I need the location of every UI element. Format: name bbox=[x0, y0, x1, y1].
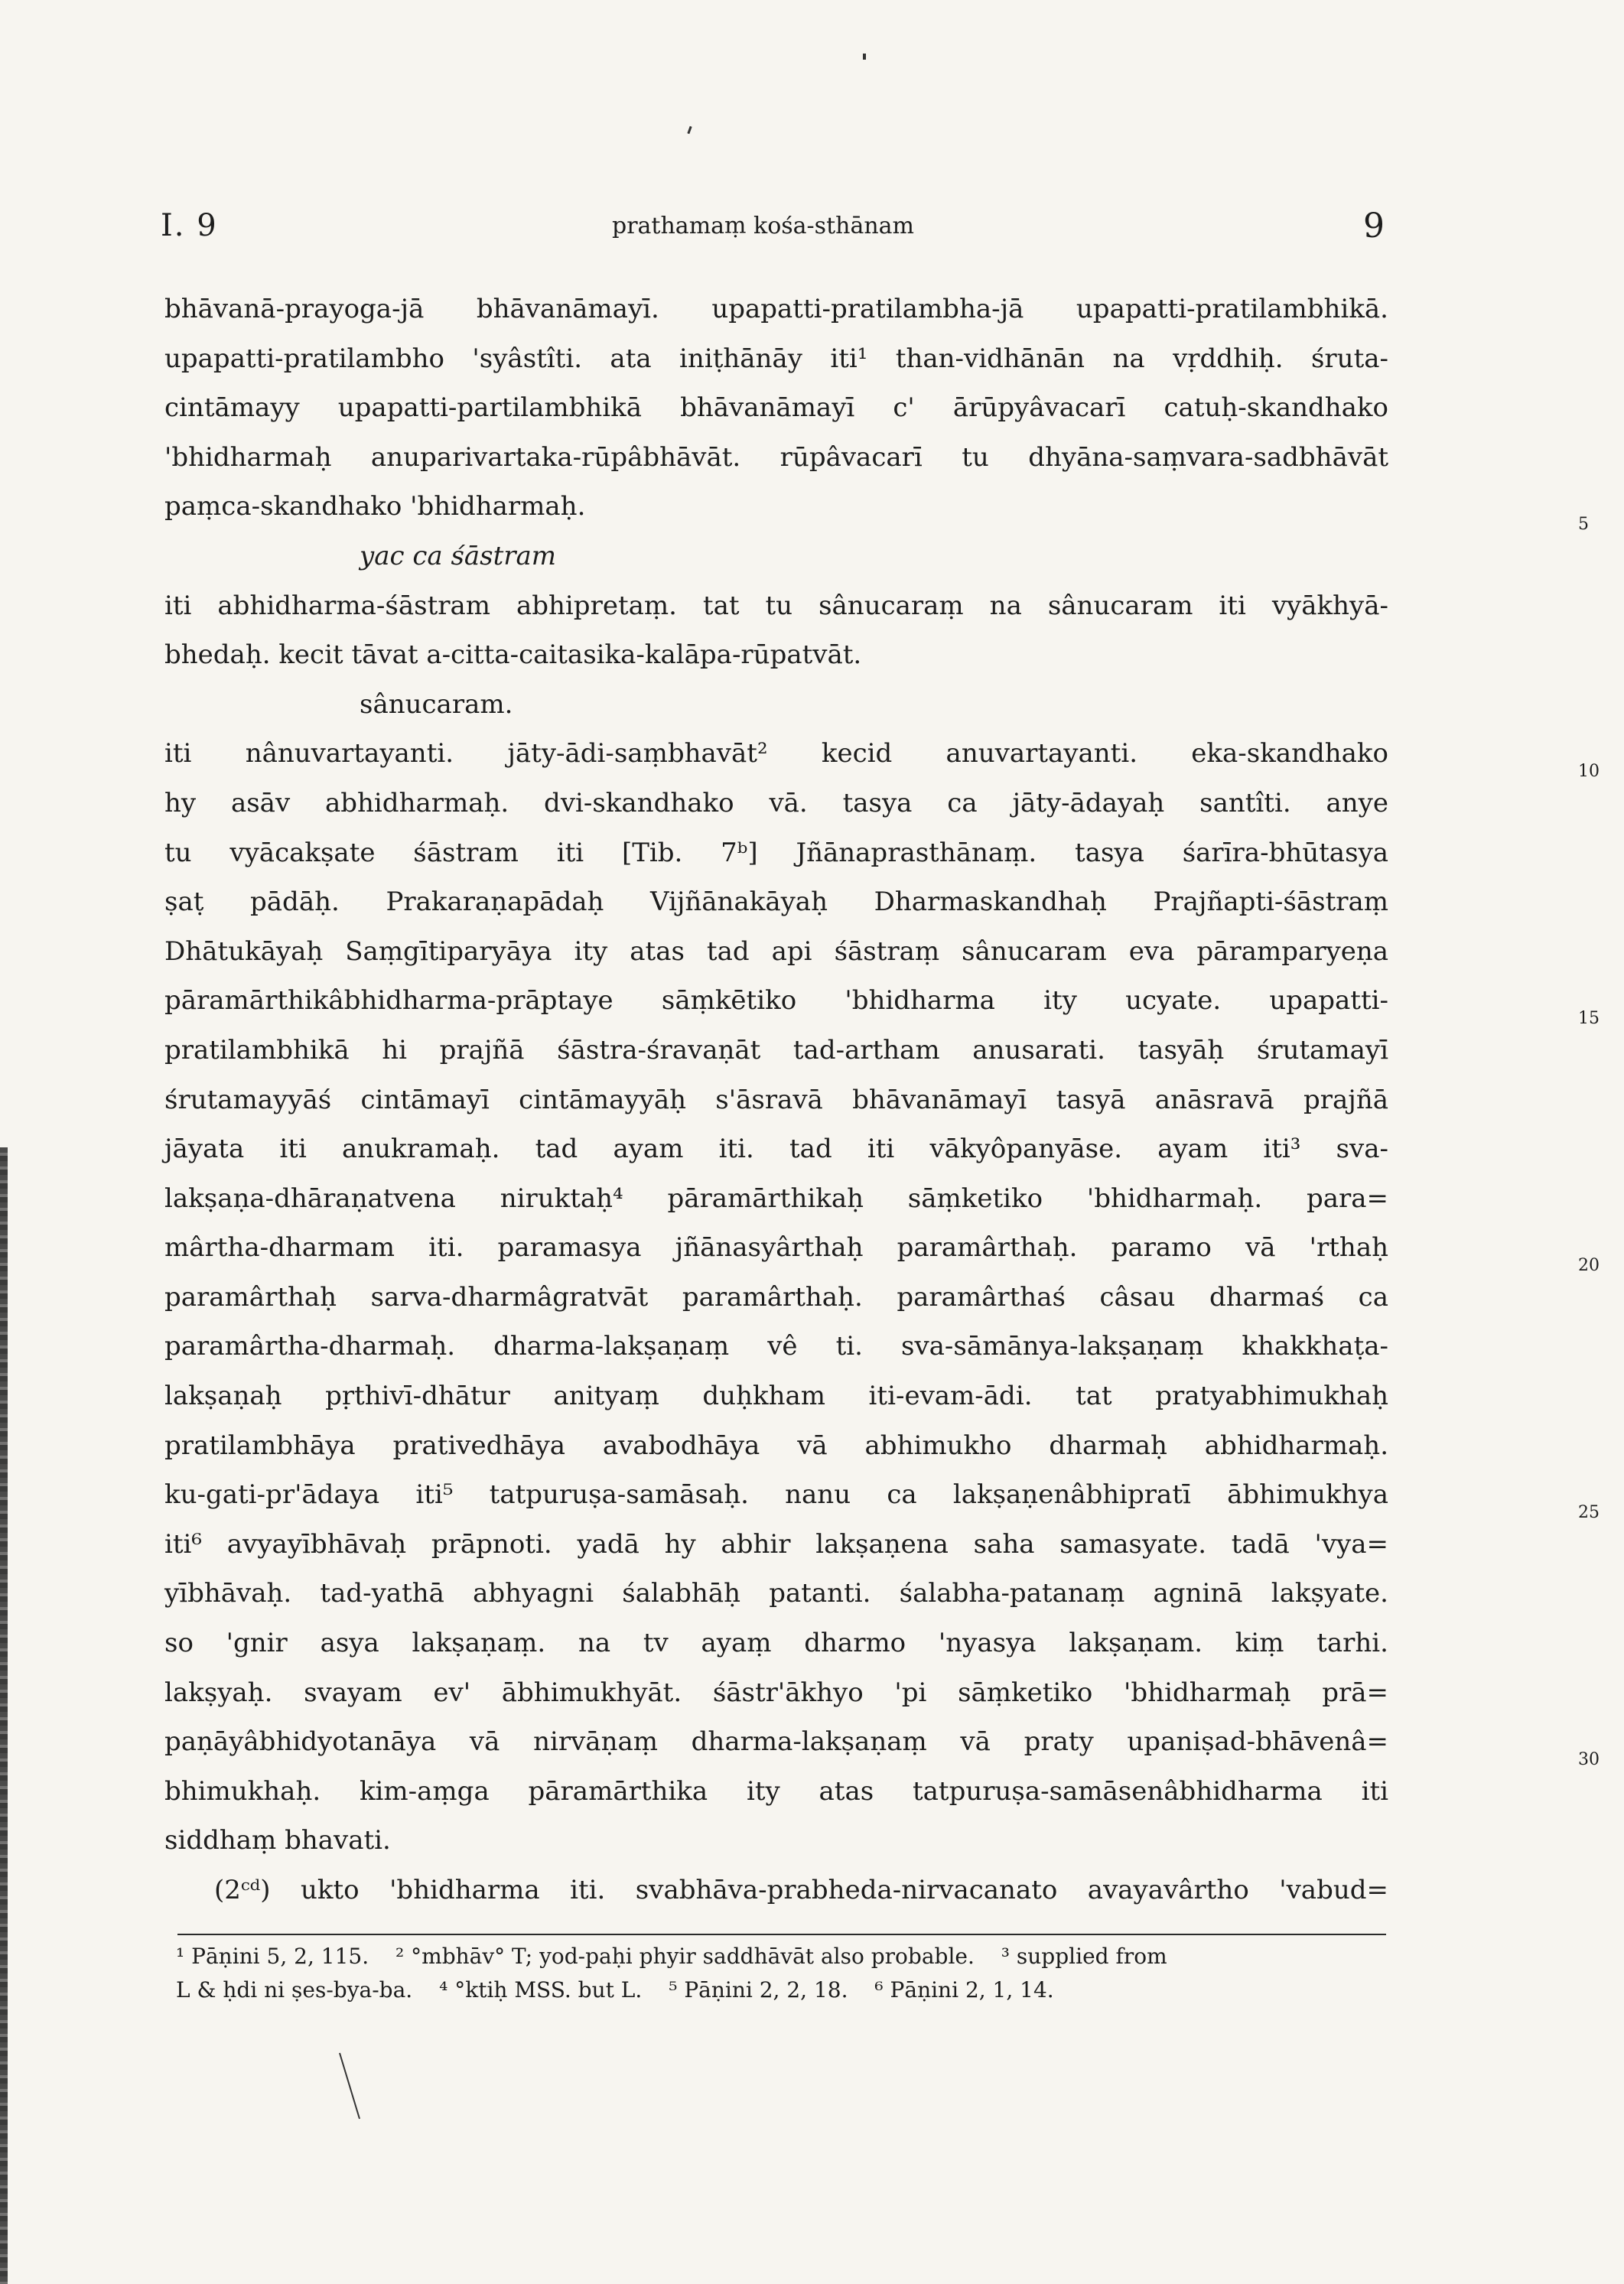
text-line: siddhaṃ bhavati. bbox=[164, 1825, 391, 1856]
footnotes bbox=[176, 1940, 1392, 2007]
text-line: mârtha-dharmam iti. paramasya jñānasyârthaḥ paramârthaḥ. paramo vā 'rthaḥ bbox=[164, 1232, 1388, 1264]
line-number: 20 bbox=[1578, 1256, 1600, 1275]
text-line: so 'gnir asya lakṣaṇaṃ. na tv ayaṃ dharmo 'nyasya lakṣaṇam. kiṃ tarhi. bbox=[164, 1628, 1388, 1659]
text-line: cintāmayy upapatti-partilambhikā bhāvanāmayī c' ārūpyâvacarī catuḥ-skandhako bbox=[164, 392, 1388, 424]
text-line: hy asāv abhidharmaḥ. dvi-skandhako vā. tasya ca jāty-ādayaḥ santîti. anye bbox=[164, 787, 1388, 818]
text-line: pāramārthikâbhidharma-prāptaye sāṃkētiko 'bhidharma ity ucyate. upapatti- bbox=[164, 985, 1388, 1017]
line-number: 30 bbox=[1578, 1750, 1600, 1769]
text-line: upapatti-pratilambho 'syâstîti. ata iniṭhānāy iti¹ than-vidhānān na vṛddhiḥ. śruta- bbox=[164, 343, 1388, 374]
text-line: paramârthaḥ sarva-dharmâgratvāt paramârthaḥ. paramârthaś câsau dharmaś ca bbox=[164, 1281, 1388, 1313]
section-number: I. 9 bbox=[161, 208, 218, 243]
text-line: lakṣyaḥ. svayam ev' ābhimukhyāt. śāstr'ākhyo 'pi sāṃketiko 'bhidharmaḥ prā= bbox=[164, 1677, 1388, 1708]
text-line: Dhātukāyaḥ Saṃgītiparyāya ity atas tad api śāstraṃ sânucaram eva pāramparyeṇa bbox=[164, 935, 1388, 967]
line-number: 15 bbox=[1578, 1009, 1600, 1028]
scan-speck bbox=[687, 126, 692, 134]
scan-speck bbox=[863, 54, 866, 60]
text-line: iti⁶ avyayībhāvaḥ prāpnoti. yadā hy abhir lakṣaṇena saha samasyate. tadā 'vya= bbox=[164, 1528, 1388, 1560]
text-line: śrutamayyāś cintāmayī cintāmayyāḥ s'āsravā bhāvanāmayī tasyā anāsravā prajñā bbox=[164, 1084, 1388, 1115]
footnote: L & ḥdi ni ṣes-bya-ba. bbox=[176, 1977, 413, 2003]
verse-line: sânucaram. bbox=[360, 688, 513, 720]
line-number: 25 bbox=[1578, 1503, 1600, 1522]
text-line: lakṣaṇa-dhāraṇatvena niruktaḥ⁴ pāramārthikaḥ sāṃketiko 'bhidharmaḥ. para= bbox=[164, 1183, 1388, 1214]
footnote-line bbox=[176, 1940, 1392, 1973]
binding-edge bbox=[0, 1147, 8, 2284]
text-line: tu vyācakṣate śāstram iti [Tib. 7ᵇ] Jñānaprasthānaṃ. tasya śarīra-bhūtasya bbox=[164, 837, 1388, 868]
text-line: bhāvanā-prayoga-jā bhāvanāmayī. upapatti-pratilambha-jā upapatti-pratilambhikā. bbox=[164, 294, 1388, 324]
footnote: ⁴ °ktiḥ MSS. but L. bbox=[439, 1977, 643, 2003]
footnote: ¹ Pāṇini 5, 2, 115. bbox=[176, 1944, 369, 1969]
text-line: ku-gati-pr'ādaya iti⁵ tatpuruṣa-samāsaḥ. nanu ca lakṣaṇenâbhipratī ābhimukhya bbox=[164, 1479, 1388, 1511]
line-number: 10 bbox=[1578, 762, 1600, 781]
text-line: bhedaḥ. kecit tāvat a-citta-caitasika-kalāpa-rūpatvāt. bbox=[164, 639, 862, 671]
text-line: ṣaṭ pādāḥ. Prakaraṇapādaḥ Vijñānakāyaḥ Dharmaskandhaḥ Prajñapti-śāstraṃ bbox=[164, 887, 1388, 918]
text-line: jāyata iti anukramaḥ. tad ayam iti. tad iti vākyôpanyāse. ayam iti³ sva- bbox=[164, 1134, 1388, 1165]
text-line: paramârtha-dharmaḥ. dharma-lakṣaṇaṃ vê ti. sva-sāmānya-lakṣaṇaṃ khakkhaṭa- bbox=[164, 1331, 1388, 1362]
line-number: 5 bbox=[1578, 515, 1589, 534]
text-line: yībhāvaḥ. tad-yathā abhyagni śalabhāḥ patanti. śalabha-patanaṃ agninā lakṣyate. bbox=[164, 1578, 1388, 1609]
text-line: (2ᶜᵈ) ukto 'bhidharma iti. svabhāva-prabheda-nirvacanato avayavârtho 'vabud= bbox=[214, 1875, 1388, 1905]
text-line: pratilambhikā hi prajñā śāstra-śravaṇāt tad-artham anusarati. tasyāḥ śrutamayī bbox=[164, 1034, 1388, 1066]
verse-line: yac ca śāstram bbox=[360, 540, 557, 571]
text-line: bhimukhaḥ. kim-aṃga pāramārthika ity atas tatpuruṣa-samāsenâbhidharma iti bbox=[164, 1775, 1388, 1807]
footnote: ² °mbhāv° T; yod-paḥi phyir saddhāvāt also probable. bbox=[395, 1944, 975, 1969]
text-line: lakṣaṇaḥ pṛthivī-dhātur anityaṃ duḥkham iti-evam-ādi. tat pratyabhimukhaḥ bbox=[164, 1381, 1388, 1412]
running-title: prathamaṃ kośa-sthānam bbox=[612, 213, 914, 239]
footnote: ⁶ Pāṇini 2, 1, 14. bbox=[874, 1977, 1054, 2003]
page-number: 9 bbox=[1363, 207, 1385, 246]
main-text bbox=[164, 285, 1600, 1915]
pencil-stroke bbox=[337, 2050, 367, 2126]
text-line: iti abhidharma-śāstram abhipretaṃ. tat tu sânucaraṃ na sânucaram iti vyākhyā- bbox=[164, 590, 1388, 621]
text-line: pratilambhāya prativedhāya avabodhāya vā abhimukho dharmaḥ abhidharmaḥ. bbox=[164, 1430, 1388, 1461]
text-line: paṃca-skandhako 'bhidharmaḥ. bbox=[164, 491, 586, 522]
text-line: 'bhidharmaḥ anuparivartaka-rūpâbhāvāt. rūpâvacarī tu dhyāna-saṃvara-sadbhāvāt bbox=[164, 441, 1388, 473]
text-line: paṇāyâbhidyotanāya vā nirvāṇaṃ dharma-lakṣaṇaṃ vā praty upaniṣad-bhāvenâ= bbox=[164, 1726, 1388, 1758]
running-header bbox=[161, 208, 1385, 254]
footnote: ³ supplied from bbox=[1001, 1944, 1167, 1969]
footnote-rule bbox=[177, 1934, 1386, 1935]
text-line: iti nânuvartayanti. jāty-ādi-saṃbhavāt² kecid anuvartayanti. eka-skandhako bbox=[164, 738, 1388, 769]
footnote: ⁵ Pāṇini 2, 2, 18. bbox=[669, 1977, 848, 2003]
footnote-line bbox=[176, 1973, 1392, 2007]
